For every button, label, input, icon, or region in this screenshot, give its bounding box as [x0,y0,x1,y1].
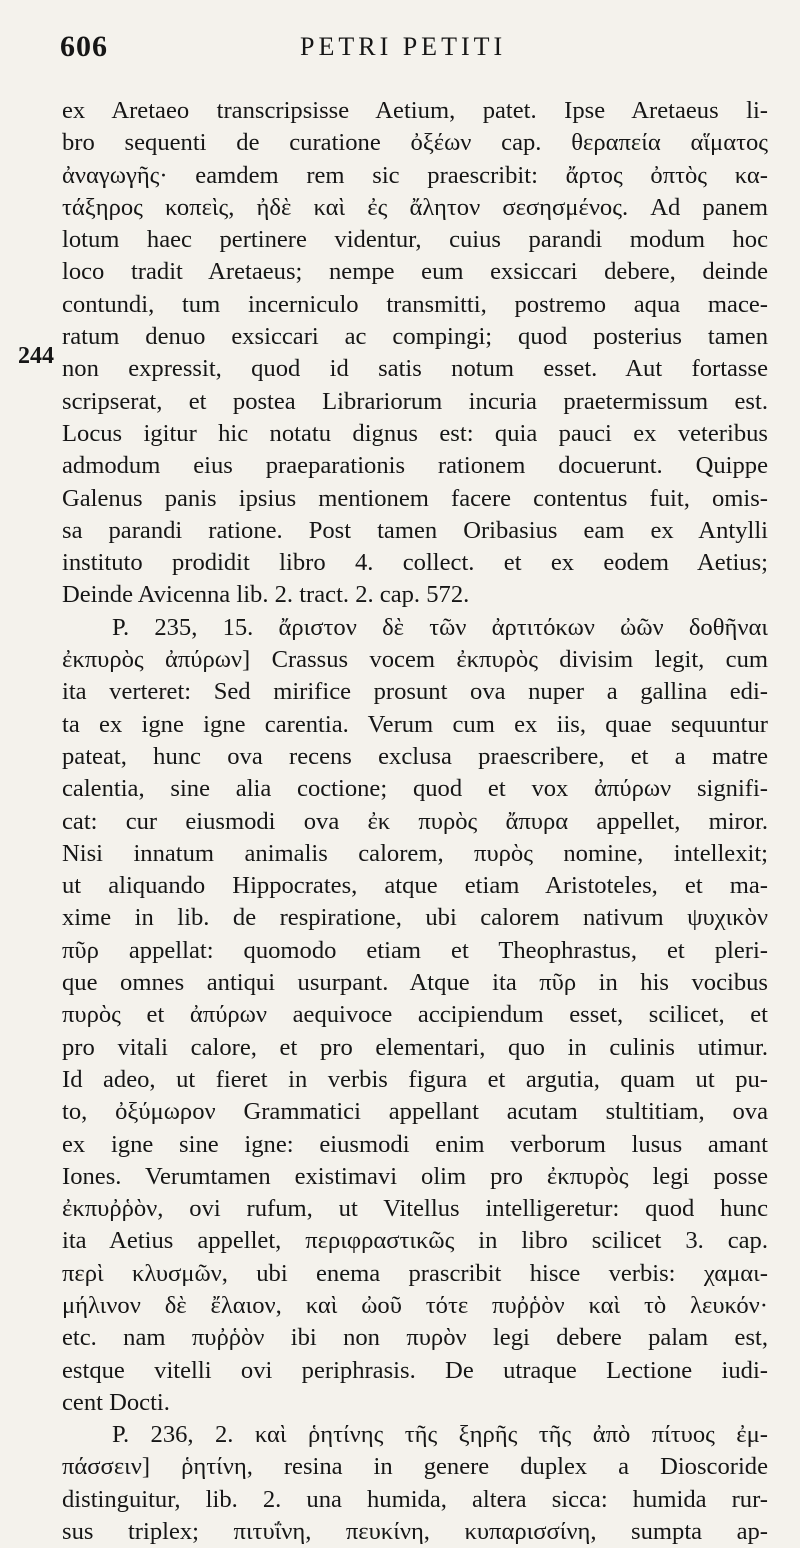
text-line: sa parandi ratione. Post tamen Oribasius eam ex Antylli [62,516,768,544]
text-line: sus triplex; πιτυΐνη, πευκίνη, κυπαρισσίνη, sumpta ap- [62,1518,768,1546]
body-text [62,95,768,1548]
text-line: πῦρ appellat: quomodo etiam et Theophrastus, et pleri- [62,936,768,964]
text-line: ratum denuo exsiccari ac compingi; quod posterius tamen [62,323,768,351]
text-line: Galenus panis ipsius mentionem facere contentus fuit, omis- [62,484,768,512]
text-line: πυρὸς et ἀπύρων aequivoce accipiendum esset, scilicet, et [62,1001,768,1029]
text-line: pro vitali calore, et pro elementari, quo in culinis utimur. [62,1033,768,1061]
text-line: ut aliquando Hippocrates, atque etiam Aristoteles, et ma- [62,872,768,900]
text-line: cat: cur eiusmodi ova ἐκ πυρὸς ἄπυρα appellet, miror. [62,807,768,835]
text-line: ita Aetius appellet, περιφραστικῶς in libro scilicet 3. cap. [62,1227,768,1255]
text-line: lotum haec pertinere videntur, cuius parandi modum hoc [62,226,768,254]
text-line: ἐκπυῤῥὸν, ovi rufum, ut Vitellus intelligeretur: quod hunc [62,1195,768,1223]
text-line: loco tradit Aretaeus; nempe eum exsiccari debere, deinde [62,258,768,286]
running-head: PETRI PETITI [300,32,507,61]
text-line: περὶ κλυσμῶν, ubi enema prascribit hisce verbis: χαμαι- [62,1259,768,1287]
text-line: distinguitur, lib. 2. una humida, altera sicca: humida rur- [62,1485,768,1513]
text-line: to, ὀξύμωρον Grammatici appellant acutam stultitiam, ova [62,1098,768,1126]
text-line: calentia, sine alia coctione; quod et vox ἀπύρων signifi- [62,775,768,803]
text-line: contundi, tum incerniculo transmitti, postremo aqua mace- [62,290,768,318]
text-line: ex Aretaeo transcripsisse Aetium, patet. Ipse Aretaeus li- [62,97,768,124]
text-line: pateat, hunc ova recens exclusa praescribere, et a matre [62,742,768,770]
text-line: Iones. Verumtamen existimavi olim pro ἐκπυρὸς legi posse [62,1162,768,1190]
text-line: instituto prodidit libro 4. collect. et ex eodem Aetius; [62,549,768,577]
text-line: ἀναγωγῆς· eamdem rem sic praescribit: ἄρτος ὀπτὸς κα- [62,161,768,189]
text-line: Locus igitur hic notatu dignus est: quia pauci ex veteribus [62,419,768,447]
text-line: μήλινον δὲ ἔλαιον, καὶ ὠοῦ τότε πυῤῥὸν καὶ τὸ λευκόν· [62,1291,768,1319]
text-line: non expressit, quod id satis notum esset. Aut fortasse [62,355,768,383]
text-line: etc. nam πυῤῥὸν ibi non πυρὸν legi debere palam est, [62,1324,768,1352]
text-line: scripserat, et postea Librariorum incuria praetermissum est. [62,387,768,415]
text-line: Deinde Avicenna lib. 2. tract. 2. cap. 572. [62,581,470,609]
text-line: ita verteret: Sed mirifice prosunt ova nuper a gallina edi- [62,678,768,706]
text-line: estque vitelli ovi periphrasis. De utraque Lectione iudi- [62,1356,768,1384]
text-line: admodum eius praeparationis rationem docuerunt. Quippe [62,452,768,480]
text-line: que omnes antiqui usurpant. Atque ita πῦρ in his vocibus [62,969,768,997]
text-line: P. 235, 15. ἄριστον δὲ τῶν ἀρτιτόκων ὠῶν δοθῆναι [112,613,768,641]
text-line: τάξηρος κοπεὶς, ἠδὲ καὶ ἐς ἄλητον σεσησμένος. Ad panem [62,193,768,221]
margin-page-reference: 244 [18,343,54,369]
text-line: Id adeo, ut fieret in verbis figura et argutia, quam ut pu- [62,1065,768,1093]
page-header [60,30,760,70]
text-line: xime in lib. de respiratione, ubi calorem nativum ψυχικὸν [62,904,768,932]
text-line: cent Docti. [62,1388,170,1416]
text-line: P. 236, 2. καὶ ῥητίνης τῆς ξηρῆς τῆς ἀπὸ πίτυος ἐμ- [112,1421,768,1449]
text-line: bro sequenti de curatione ὀξέων cap. θεραπεία αἵματος [62,129,768,157]
text-line: ἐκπυρὸς ἀπύρων] Crassus vocem ἐκπυρὸς divisim legit, cum [62,646,768,674]
text-line: ex igne sine igne: eiusmodi enim verborum lusus amant [62,1130,768,1158]
text-line: Nisi innatum animalis calorem, πυρὸς nomine, intellexit; [62,839,768,867]
text-line: ta ex igne igne carentia. Verum cum ex iis, quae sequuntur [62,710,768,738]
text-line: πάσσειν] ῥητίνη, resina in genere duplex a Dioscoride [62,1453,768,1481]
page-number: 606 [60,30,108,63]
